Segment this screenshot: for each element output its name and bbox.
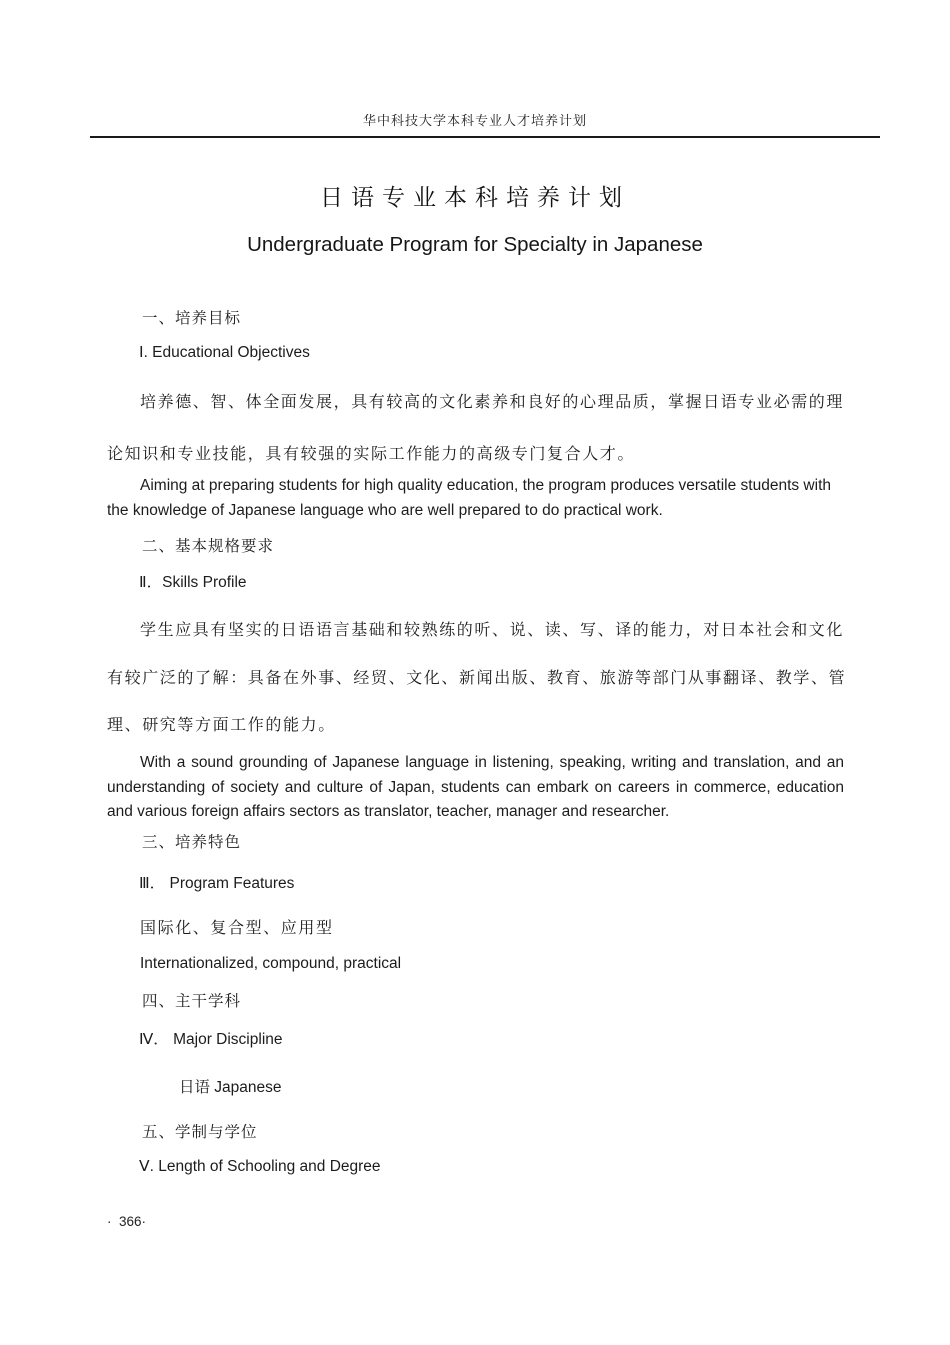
section-1-heading-en: Ⅰ. Educational Objectives — [139, 344, 310, 361]
running-header: 华中科技大学本科专业人才培养计划 — [362, 113, 587, 128]
section-1-body-cn-line-2: 论知识和专业技能，具有较强的实际工作能力的高级专门复合人才。 — [107, 446, 636, 463]
doc-title-cn: 日语专业本科培养计划 — [320, 185, 630, 210]
header-rule — [90, 136, 880, 138]
section-1-body-en: Aiming at preparing students for high quality education, the program produces versatile students with the knowledge of Japanese language who are well prepared to do practical work. — [107, 477, 831, 519]
section-5-heading-cn: 五、学制与学位 — [142, 1124, 258, 1141]
section-1-body-cn-line-1: 培养德、智、体全面发展，具有较高的文化素养和良好的心理品质，掌握日语专业必需的理 — [140, 394, 845, 411]
section-4-heading-cn: 四、主干学科 — [142, 993, 242, 1010]
section-2-heading-cn: 二、基本规格要求 — [142, 538, 275, 555]
section-4-heading-en: Ⅳ． Major Discipline — [139, 1031, 283, 1048]
section-1-heading-cn: 一、培养目标 — [142, 310, 242, 327]
section-3-body-en: Internationalized, compound, practical — [140, 955, 402, 972]
section-5-heading-en: Ⅴ. Length of Schooling and Degree — [139, 1158, 381, 1175]
section-2-body-cn-line-2: 有较广泛的了解：具备在外事、经贸、文化、新闻出版、教育、旅游等部门从事翻译、教学、管 — [107, 670, 847, 687]
section-2-body-cn-line-1: 学生应具有坚实的日语语言基础和较熟练的听、说、读、写、译的能力，对日本社会和文化 — [140, 622, 845, 639]
section-3-body-cn: 国际化、复合型、应用型 — [140, 920, 334, 937]
section-2-body-en: With a sound grounding of Japanese language in listening, speaking, writing and translation, and an understanding of society and culture of Japan, students can embark on careers in commerce, education and various foreign affairs sectors as translator, teacher, manager and researcher. — [107, 754, 844, 820]
page-number: · 366· — [107, 1214, 147, 1229]
doc-title-en: Undergraduate Program for Specialty in Japanese — [247, 233, 703, 256]
section-2-heading-en: Ⅱ．Skills Profile — [139, 574, 247, 591]
section-2-body-cn-line-3: 理、研究等方面工作的能力。 — [107, 717, 336, 734]
section-3-heading-en: Ⅲ． Program Features — [139, 875, 295, 892]
section-4-body-discipline: 日语 Japanese — [179, 1079, 282, 1096]
section-3-heading-cn: 三、培养特色 — [142, 834, 242, 851]
